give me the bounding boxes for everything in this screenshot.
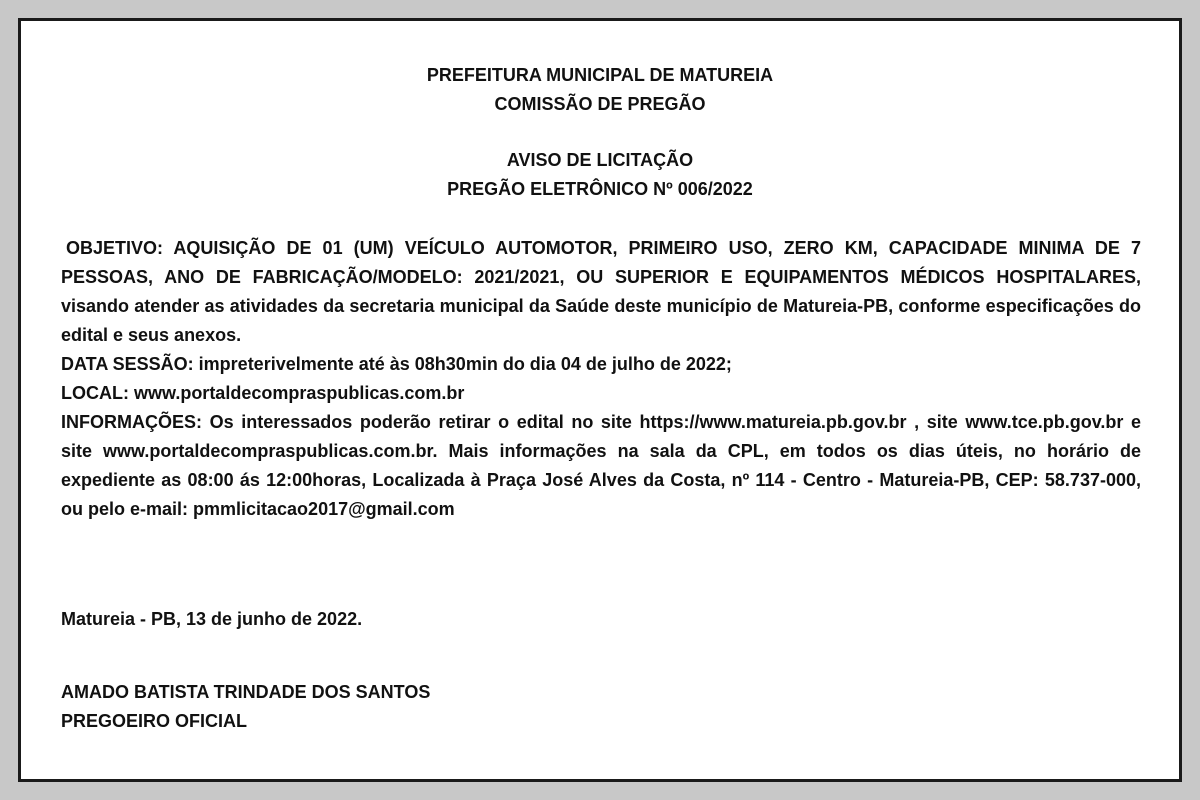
objective-bold-text: OBJETIVO: AQUISIÇÃO DE 01 (UM) VEÍCULO AUTOMOTOR, PRIMEIRO USO, ZERO KM, CAPACIDADE MINIMA DE 7 PESSOAS, ANO DE FABRICAÇÃO/MODELO: 2021/2021, OU SUPERIOR E EQUIPAMENTOS MÉDICOS HOSPITALARES, <box>61 238 1141 287</box>
session-date-line: DATA SESSÃO: impreterivelmente até às 08h30min do dia 04 de julho de 2022; <box>61 354 732 374</box>
notice-type: AVISO DE LICITAÇÃO <box>506 150 694 170</box>
commission-name: COMISSÃO DE PREGÃO <box>494 94 706 114</box>
objective-paragraph <box>61 234 1141 350</box>
location-line: LOCAL: www.portaldecompraspublicas.com.br <box>61 383 465 403</box>
signature-block <box>61 678 430 736</box>
notice-body <box>61 234 1141 524</box>
auction-number: PREGÃO ELETRÔNICO Nº 006/2022 <box>447 179 753 199</box>
information-paragraph: INFORMAÇÕES: Os interessados poderão retirar o edital no site https://www.matureia.pb.gov.br , site www.tce.pb.gov.br e site www.portaldecompraspublicas.com.br. Mais informações na sala da CPL, em todos os dias úteis, no horário de expediente as 08:00 ás 12:00horas, Localizada à Praça José Alves da Costa, nº 114 - Centro - Matureia-PB, CEP: 58.737-000, ou pelo e-mail: pmmlicitacao2017@gmail.com <box>61 412 1141 519</box>
notice-document <box>18 18 1182 782</box>
place-and-date: Matureia - PB, 13 de junho de 2022. <box>61 609 363 629</box>
signatory-name: AMADO BATISTA TRINDADE DOS SANTOS <box>61 682 431 702</box>
municipality-name: PREFEITURA MUNICIPAL DE MATUREIA <box>426 65 774 85</box>
objective-text: visando atender as atividades da secretaria municipal da Saúde deste município de Matureia-PB, conforme especificações do edital e seus anexos. <box>61 296 1141 345</box>
issuer-header <box>21 61 1179 119</box>
signatory-role: PREGOEIRO OFICIAL <box>61 711 248 731</box>
notice-title <box>21 146 1179 204</box>
